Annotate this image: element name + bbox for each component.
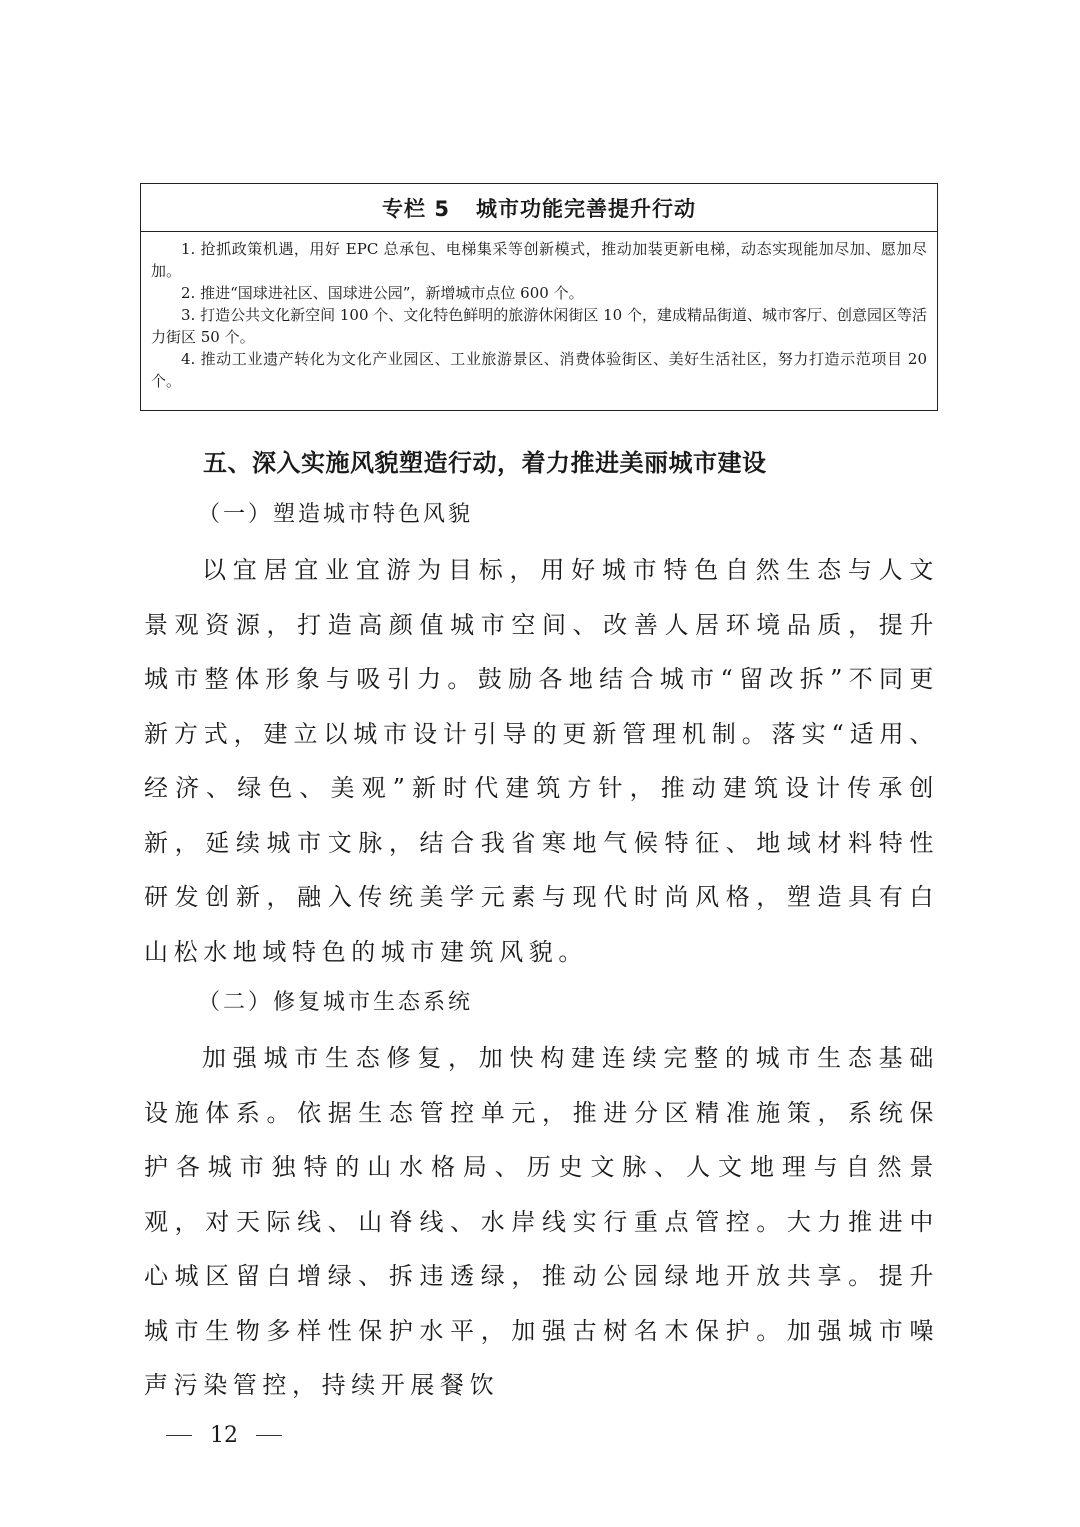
paragraph-1: 以宜居宜业宜游为目标，用好城市特色自然生态与人文景观资源，打造高颜值城市空间、改善人居环境品质，提升城市整体形象与吸引力。鼓励各地结合城市“留改拆”不同更新方式，建立以城市设计引导的更新管理机制。落实“适用、经济、绿色、美观”新时代建筑方针，推动建筑设计传承创新，延续城市文脉，结合我省寒地气候特征、地域材料特性研发创新，融入传统美学元素与现代时尚风格，塑造具有白山松水地域特色的城市建筑风貌。 <box>144 556 939 966</box>
subsection-heading-1: （一）塑造城市特色风貌 <box>198 502 474 527</box>
column-box-body <box>141 232 937 392</box>
page-number: 12 <box>210 1423 238 1448</box>
column-box-title <box>141 184 937 232</box>
column-box <box>140 183 938 411</box>
page-footer <box>166 1423 282 1448</box>
paragraph-2: 加强城市生态修复，加快构建连续完整的城市生态基础设施体系。依据生态管控单元，推进分区精准施策，系统保护各城市独特的山水格局、历史文脉、人文地理与自然景观，对天际线、山脊线、水岸线实行重点管控。大力推进中心城区留白增绿、拆违透绿，推动公园绿地开放共享。提升城市生物多样性保护水平，加强古树名木保护。加强城市噪声污染管控，持续开展餐饮 <box>144 1044 939 1399</box>
column-box-item: 2. 推进“国球进社区、国球进公园”，新增城市点位 600 个。 <box>181 284 584 302</box>
section-heading: 五、深入实施风貌塑造行动，着力推进美丽城市建设 <box>203 449 767 477</box>
footer-dash-left <box>166 1435 192 1436</box>
column-box-number: 专栏 5 <box>382 196 450 221</box>
column-box-item: 1. 抢抓政策机遇，用好 EPC 总承包、电梯集采等创新模式，推动加装更新电梯，动态实现能加尽加、愿加尽加。 <box>151 240 927 280</box>
subsection-heading-2: （二）修复城市生态系统 <box>198 990 474 1015</box>
column-box-item: 4. 推动工业遗产转化为文化产业园区、工业旅游景区、消费体验街区、美好生活社区，努力打造示范项目 20 个。 <box>151 350 927 390</box>
column-box-item: 3. 打造公共文化新空间 100 个、文化特色鲜明的旅游休闲街区 10 个，建成精品街道、城市客厅、创意园区等活力街区 50 个。 <box>151 306 927 346</box>
column-box-heading: 城市功能完善提升行动 <box>475 196 696 221</box>
footer-dash-right <box>256 1435 282 1436</box>
